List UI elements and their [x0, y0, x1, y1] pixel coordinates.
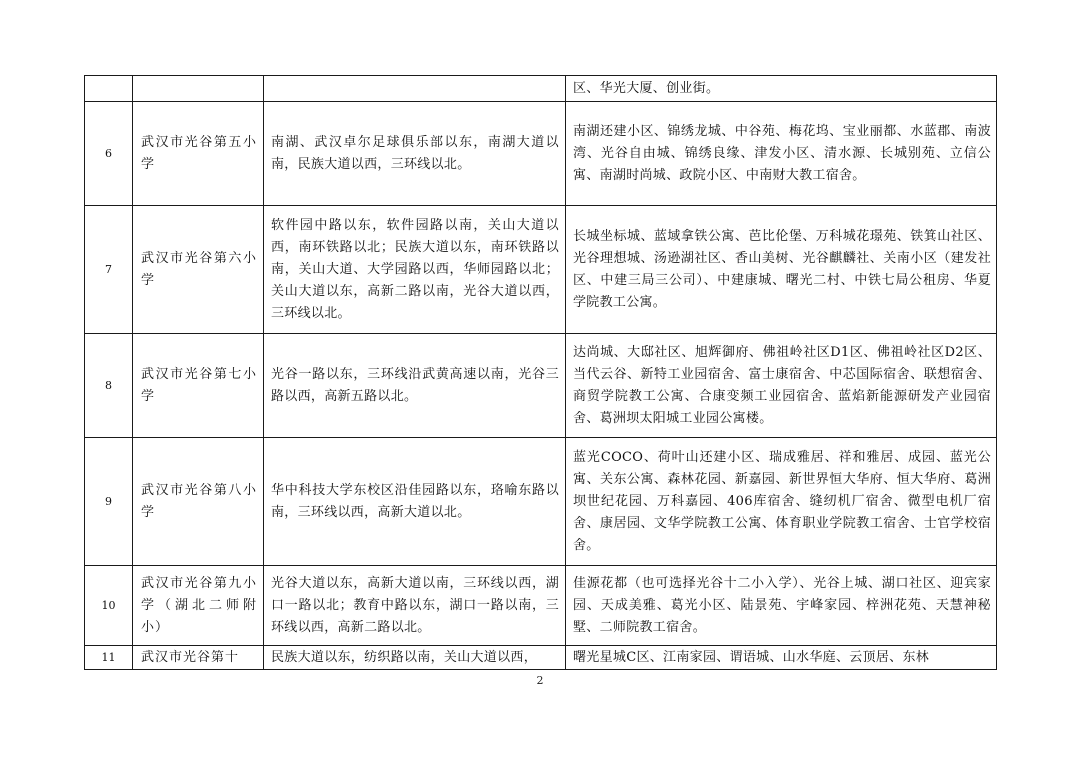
row-number-cell [85, 566, 133, 646]
zone-range-cell [264, 102, 566, 206]
zone-range-text: 光谷大道以东，高新大道以南，三环线以西，湖口一路以北；教育中路以东，湖口一路以南，三环线以西，高新二路以北。 [271, 575, 559, 635]
community-list-text: 达尚城、大邸社区、旭辉御府、佛祖岭社区D1区、佛祖岭社区D2区、当代云谷、新特工业园宿舍、富士康宿舍、中芯国际宿舍、联想宿舍、商贸学院教工公寓、合康变频工业园宿舍、蓝焰新能源研发产业园宿舍、葛洲坝太阳城工业园公寓楼。 [573, 344, 991, 426]
row-number: 10 [101, 598, 116, 612]
community-list-text: 区、华光大厦、创业街。 [573, 80, 720, 96]
row-number: 7 [105, 262, 112, 276]
page-number: 2 [536, 674, 544, 687]
zone-range-text: 南湖、武汉卓尔足球俱乐部以东，南湖大道以南，民族大道以西，三环线以北。 [271, 134, 559, 172]
community-list-cell [566, 334, 997, 438]
row-number-cell [85, 438, 133, 566]
community-list-cell [566, 646, 997, 670]
zone-range-cell [264, 76, 566, 102]
zone-range-cell [264, 334, 566, 438]
row-number: 11 [101, 650, 116, 664]
table-row [85, 438, 997, 566]
school-name-cell [133, 102, 264, 206]
school-name-cell [133, 566, 264, 646]
community-list-text: 南湖还建小区、锦绣龙城、中谷苑、梅花坞、宝业丽都、水蓝郡、南波湾、光谷自由城、锦绣良缘、津发小区、清水源、长城别苑、立信公寓、南湖时尚城、政院小区、中南财大教工宿舍。 [573, 123, 991, 183]
table-row [85, 206, 997, 334]
community-list-cell [566, 566, 997, 646]
zone-range-text: 软件园中路以东，软件园路以南，关山大道以西，南环铁路以北；民族大道以东，南环铁路以南，关山大道、大学园路以西，华师园路以北；关山大道以东，高新二路以南，光谷大道以西，三环线以北。 [271, 217, 559, 321]
row-number-cell [85, 206, 133, 334]
row-number-cell [85, 334, 133, 438]
school-name: 武汉市光谷第五小学 [141, 134, 257, 172]
community-list-text: 长城坐标城、蓝域拿铁公寓、芭比伦堡、万科城花璟苑、铁箕山社区、光谷理想城、汤逊湖社区、香山美树、光谷麒麟社、关南小区（建发社区、中建三局三公司）、中建康城、曙光二村、中铁七局公租房、华夏学院教工公寓。 [573, 228, 991, 310]
school-name-cell [133, 646, 264, 670]
zone-range-text: 光谷一路以东，三环线沿武黄高速以南，光谷三路以西，高新五路以北。 [271, 366, 559, 404]
school-name-cell [133, 206, 264, 334]
school-name: 武汉市光谷第七小学 [141, 366, 257, 404]
table-row [85, 646, 997, 670]
row-number: 8 [105, 378, 112, 392]
table-row [85, 102, 997, 206]
zone-range-cell [264, 438, 566, 566]
community-list-cell [566, 206, 997, 334]
zone-range-cell [264, 566, 566, 646]
school-name-cell [133, 334, 264, 438]
community-list-text: 蓝光COCO、荷叶山还建小区、瑞成雅居、祥和雅居、成园、蓝光公寓、关东公寓、森林花园、新嘉园、新世界恒大华府、恒大华府、葛洲坝世纪花园、万科嘉园、406库宿舍、缝纫机厂宿舍、微型电机厂宿舍、康居园、文华学院教工公寓、体育职业学院教工宿舍、士官学校宿舍。 [573, 449, 991, 553]
row-number: 6 [105, 146, 112, 160]
school-name: 武汉市光谷第九小学（湖北二师附小） [141, 575, 257, 635]
school-name: 武汉市光谷第六小学 [141, 250, 257, 288]
table-row [85, 566, 997, 646]
row-number-cell [85, 102, 133, 206]
community-list-cell [566, 438, 997, 566]
school-name-cell [133, 76, 264, 102]
row-number: 9 [105, 494, 112, 508]
school-name: 武汉市光谷第十 [141, 649, 240, 665]
row-number-cell [85, 76, 133, 102]
community-list-text: 佳源花都（也可选择光谷十二小入学）、光谷上城、湖口社区、迎宾家园、天成美雅、葛光小区、陆景苑、宇峰家园、梓洲花苑、天慧神秘墅、二师院教工宿舍。 [573, 575, 991, 635]
zone-range-text: 华中科技大学东校区沿佳园路以东，珞喻东路以南，三环线以西，高新大道以北。 [271, 482, 559, 520]
zone-range-cell [264, 646, 566, 670]
enrollment-zone-table [84, 75, 997, 670]
school-name-cell [133, 438, 264, 566]
community-list-cell [566, 102, 997, 206]
community-list-cell [566, 76, 997, 102]
zone-range-text: 民族大道以东，纺织路以南，关山大道以西， [271, 649, 538, 665]
community-list-text: 曙光星城C区、江南家园、谓语城、山水华庭、云顶居、东林 [573, 649, 930, 665]
table-row [85, 334, 997, 438]
zone-range-cell [264, 206, 566, 334]
row-number-cell [85, 646, 133, 670]
school-name: 武汉市光谷第八小学 [141, 482, 257, 520]
table-row [85, 76, 997, 102]
